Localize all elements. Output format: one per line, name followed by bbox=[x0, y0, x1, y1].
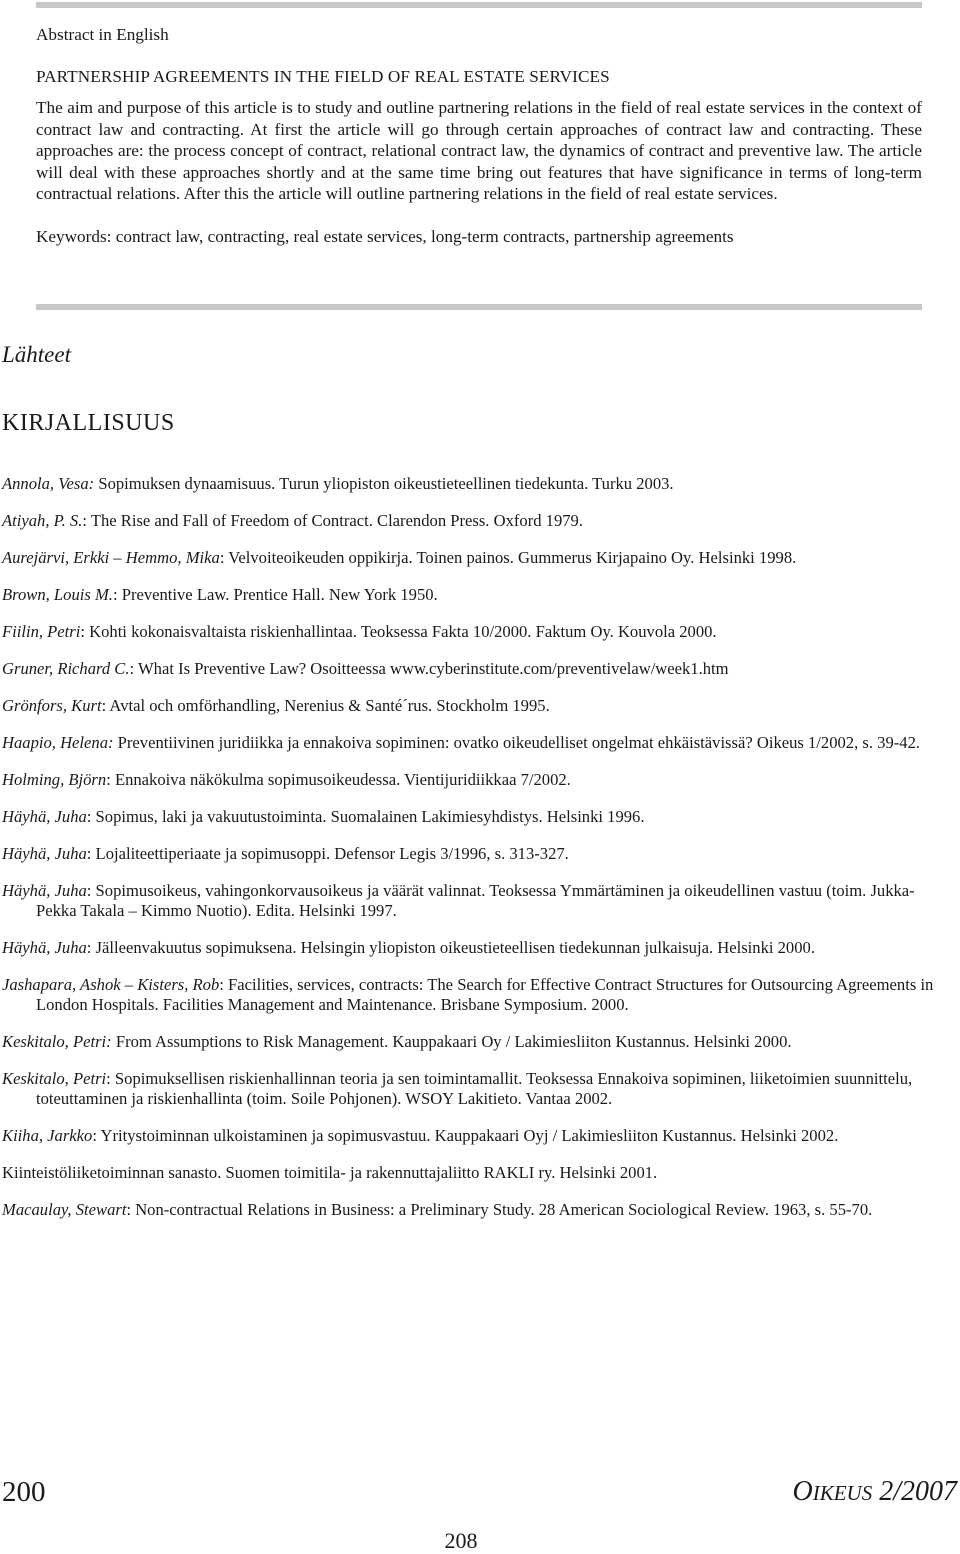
reference-item bbox=[2, 622, 950, 642]
reference-text: : Preventive Law. Prentice Hall. New York 1950. bbox=[112, 585, 438, 604]
reference-list bbox=[2, 474, 950, 1237]
reference-text: : Ennakoiva näkökulma sopimusoikeudessa. Vientijuridiikkaa 7/2002. bbox=[106, 770, 571, 789]
reference-author: Häyhä, Juha bbox=[2, 807, 87, 826]
reference-item bbox=[2, 474, 950, 494]
reference-author: Annola, Vesa: bbox=[2, 474, 95, 493]
reference-author: Gruner, Richard C. bbox=[2, 659, 130, 678]
reference-author: Fiilin, Petri bbox=[2, 622, 81, 641]
section-subtitle: KIRJALLISUUS bbox=[2, 410, 175, 436]
reference-author: Keskitalo, Petri: bbox=[2, 1032, 112, 1051]
page-number: 200 bbox=[2, 1476, 46, 1508]
journal-initial: O bbox=[792, 1476, 813, 1507]
reference-item bbox=[2, 659, 950, 679]
reference-text: : Sopimusoikeus, vahingonkorvausoikeus ja väärät valinnat. Teoksessa Ymmärtäminen ja oikeudellinen vastuu (toim. Jukka-Pekka Takala – Kimmo Nuotio). Edita. Helsinki 1997. bbox=[36, 881, 915, 920]
reference-item bbox=[2, 1069, 950, 1109]
reference-text: : Velvoiteoikeuden oppikirja. Toinen painos. Gummerus Kirjapaino Oy. Helsinki 1998. bbox=[219, 548, 797, 567]
reference-text: : Yritystoiminnan ulkoistaminen ja sopimusvastuu. Kauppakaari Oyj / Lakimiesliiton Kustannus. Helsinki 2002. bbox=[92, 1126, 839, 1145]
reference-item bbox=[2, 938, 950, 958]
reference-text: : The Rise and Fall of Freedom of Contract. Clarendon Press. Oxford 1979. bbox=[82, 511, 584, 530]
reference-item bbox=[2, 548, 950, 568]
reference-item bbox=[2, 975, 950, 1015]
reference-author: Brown, Louis M. bbox=[2, 585, 113, 604]
reference-item bbox=[2, 770, 950, 790]
section-rule bbox=[36, 304, 922, 310]
top-rule bbox=[36, 2, 922, 8]
reference-author: Holming, Björn bbox=[2, 770, 107, 789]
reference-item bbox=[2, 585, 950, 605]
reference-item bbox=[2, 1200, 950, 1220]
reference-text: : What Is Preventive Law? Osoitteessa www.cyberinstitute.com/preventivelaw/week1.htm bbox=[129, 659, 729, 678]
reference-text: : Lojaliteettiperiaate ja sopimusoppi. Defensor Legis 3/1996, s. 313-327. bbox=[86, 844, 569, 863]
reference-text: From Assumptions to Risk Management. Kauppakaari Oy / Lakimiesliiton Kustannus. Helsinki 2000. bbox=[111, 1032, 792, 1051]
reference-text: Sopimuksen dynaamisuus. Turun yliopiston oikeustieteellinen tiedekunta. Turku 2003. bbox=[94, 474, 674, 493]
reference-item bbox=[2, 844, 950, 864]
reference-item bbox=[2, 511, 950, 531]
reference-text: : Kohti kokonaisvaltaista riskienhallintaa. Teoksessa Fakta 10/2000. Faktum Oy. Kouvola 2000. bbox=[80, 622, 717, 641]
reference-author: Häyhä, Juha bbox=[2, 844, 87, 863]
reference-author: Grönfors, Kurt bbox=[2, 696, 102, 715]
reference-text: : Sopimus, laki ja vakuutustoiminta. Suomalainen Lakimiesyhdistys. Helsinki 1996. bbox=[86, 807, 645, 826]
reference-author: Haapio, Helena: bbox=[2, 733, 114, 752]
reference-text: : Facilities, services, contracts: The Search for Effective Contract Structures for Outsourcing Agreements in London Hospitals. Facilities Management and Maintenance. Brisbane Symposium. 2000. bbox=[36, 975, 934, 1014]
abstract-label: Abstract in English bbox=[36, 25, 169, 44]
reference-item bbox=[2, 1163, 950, 1183]
journal-name bbox=[792, 1476, 957, 1508]
reference-author: Macaulay, Stewart bbox=[2, 1200, 127, 1219]
reference-author: Häyhä, Juha bbox=[2, 938, 87, 957]
reference-text: : Avtal och omförhandling, Nerenius & Santé´rus. Stockholm 1995. bbox=[101, 696, 550, 715]
journal-issue: 2/2007 bbox=[872, 1476, 957, 1507]
bottom-page-number: 208 bbox=[444, 1528, 478, 1553]
reference-author: Atiyah, P. S. bbox=[2, 511, 83, 530]
reference-item bbox=[2, 1126, 950, 1146]
page-footer bbox=[2, 1476, 957, 1516]
reference-author: Keskitalo, Petri bbox=[2, 1069, 107, 1088]
abstract-body: The aim and purpose of this article is to study and outline partnering relations in the field of real estate services in the context of contract law and contracting. At first the article will go through certain approaches of contract law and contracting. These approaches are: the process concept of contract, relational contract law, the dynamics of contract and preventive law. The article will deal with these approaches shortly and at the same time bring out features that have significance in terms of long-term contractual relations. After this the article will outline partnering relations in the field of real estate services. bbox=[36, 98, 922, 203]
reference-text: : Non-contractual Relations in Business: a Preliminary Study. 28 American Sociological Review. 1963, s. 55-70. bbox=[126, 1200, 873, 1219]
reference-item bbox=[2, 881, 950, 921]
reference-text: : Jälleenvakuutus sopimuksena. Helsingin yliopiston oikeustieteellisen tiedekunnan julkaisuja. Helsinki 2000. bbox=[86, 938, 815, 957]
reference-item bbox=[2, 733, 950, 753]
reference-item bbox=[2, 1032, 950, 1052]
section-title: Lähteet bbox=[2, 342, 71, 367]
abstract-keywords: Keywords: contract law, contracting, real estate services, long-term contracts, partnership agreements bbox=[36, 226, 734, 246]
reference-item bbox=[2, 696, 950, 716]
abstract-section bbox=[36, 24, 922, 247]
reference-item bbox=[2, 807, 950, 827]
abstract-title: PARTNERSHIP AGREEMENTS IN THE FIELD OF REAL ESTATE SERVICES bbox=[36, 66, 610, 86]
reference-author: Kiiha, Jarkko bbox=[2, 1126, 93, 1145]
reference-text: Kiinteistöliiketoiminnan sanasto. Suomen toimitila- ja rakennuttajaliitto RAKLI ry. Helsinki 2001. bbox=[2, 1163, 658, 1182]
reference-author: Jashapara, Ashok – Kisters, Rob bbox=[2, 975, 220, 994]
reference-text: : Sopimuksellisen riskienhallinnan teoria ja sen toimintamallit. Teoksessa Ennakoiva sopiminen, liiketoimien suunnittelu, toteuttaminen ja riskienhallinta (toim. Soile Pohjonen). WSOY Lakitieto. Vantaa 2002. bbox=[36, 1069, 913, 1108]
reference-author: Häyhä, Juha bbox=[2, 881, 87, 900]
reference-text: Preventiivinen juridiikka ja ennakoiva sopiminen: ovatko oikeudelliset ongelmat ehkäistävissä? Oikeus 1/2002, s. 39-42. bbox=[113, 733, 921, 752]
journal-smallcaps: IKEUS bbox=[812, 1481, 873, 1505]
reference-author: Aurejärvi, Erkki – Hemmo, Mika bbox=[2, 548, 220, 567]
